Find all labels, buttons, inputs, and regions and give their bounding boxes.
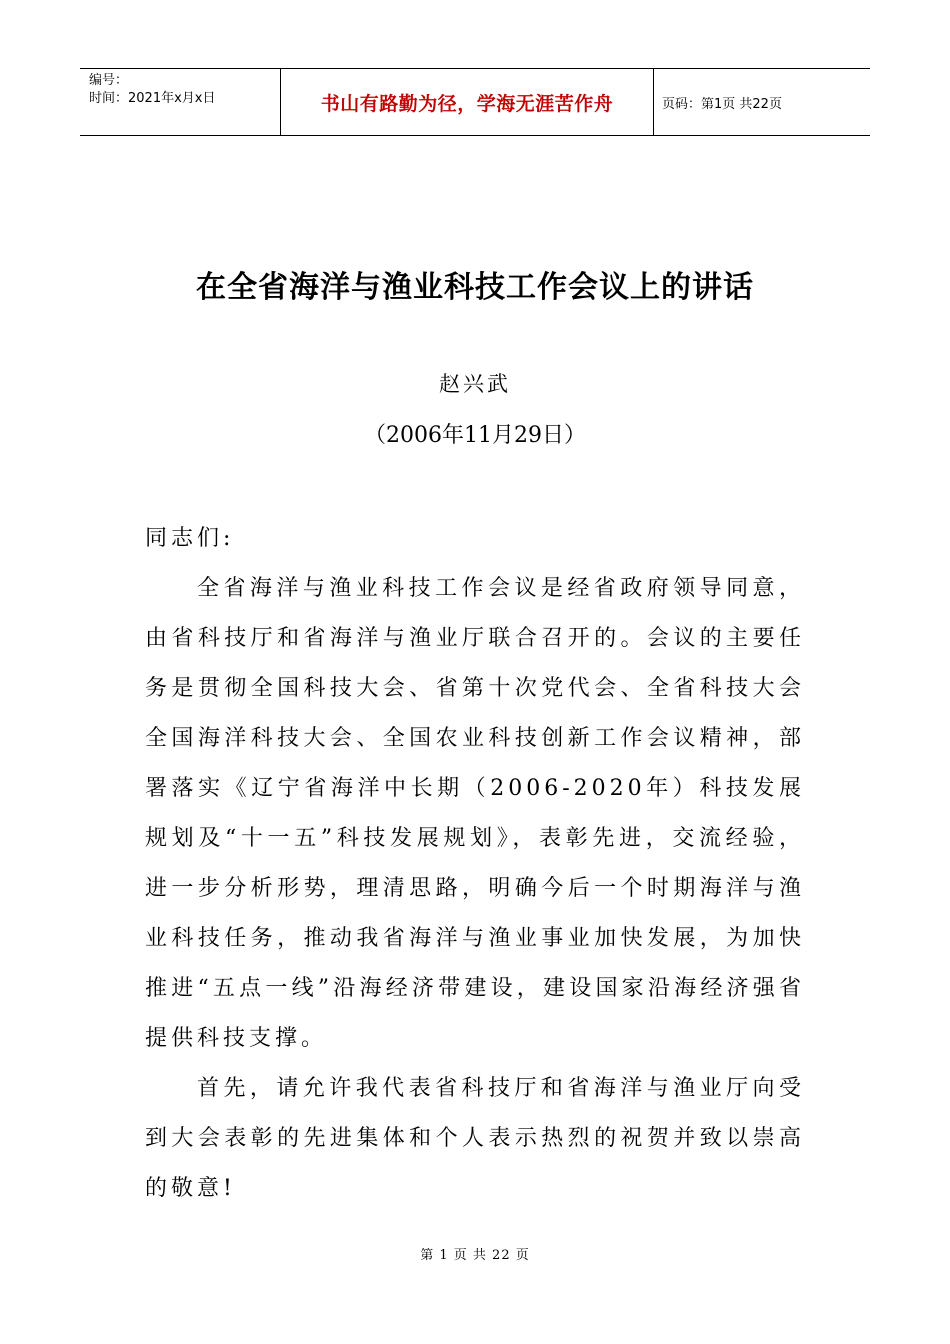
salutation: 同志们: bbox=[145, 526, 235, 551]
header-number-label: 编号： bbox=[89, 73, 129, 88]
header-page-info: 页码：第1页 共22页 bbox=[662, 96, 782, 112]
body-paragraph: 首先，请允许我代表省科技厅和省海洋与渔业厅向受到大会表彰的先进集体和个人表示热烈的祝贺并致以崇高的敬意! bbox=[145, 1076, 805, 1201]
document-date: （2006年11月29日） bbox=[364, 423, 586, 448]
body-paragraph: 全省海洋与渔业科技工作会议是经省政府领导同意，由省科技厅和省海洋与渔业厅联合召开的。会议的主要任务是贯彻全国科技大会、省第十次党代会、全省科技大会全国海洋科技大会、全国农业科技创新工作会议精神，部署落实《辽宁省海洋中长期（2006-2020年）科技发展规划及“十一五”科技发展规划》，表彰先进，交流经验，进一步分析形势，理清思路，明确今后一个时期海洋与渔业科技任务，推动我省海洋与渔业事业加快发展，为加快推进“五点一线”沿海经济带建设，建设国家沿海经济强省提供科技支撑。 bbox=[145, 576, 805, 1051]
header-motto-cell bbox=[281, 69, 654, 135]
page-footer: 第 1 页 共 22 页 bbox=[420, 1248, 530, 1263]
document-title: 在全省海洋与渔业科技工作会议上的讲话 bbox=[196, 270, 754, 305]
document-body bbox=[145, 514, 805, 1214]
header-table bbox=[80, 68, 870, 136]
header-time-label: 时间：2021年x月x日 bbox=[89, 91, 216, 106]
header-page-cell bbox=[654, 69, 870, 135]
document-author: 赵兴武 bbox=[439, 372, 511, 396]
header-motto: 书山有路勤为径，学海无涯苦作舟 bbox=[320, 92, 614, 115]
header-meta-cell bbox=[80, 69, 281, 135]
